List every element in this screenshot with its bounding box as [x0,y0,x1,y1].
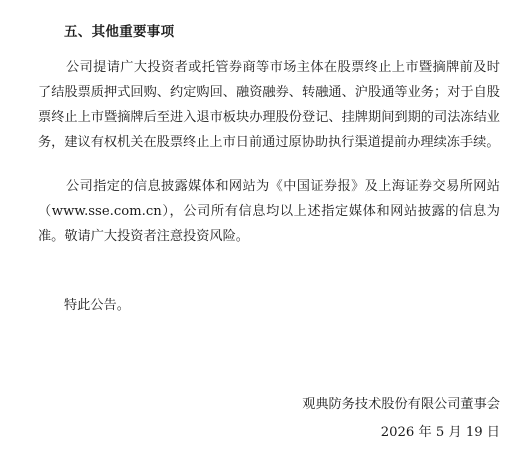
paragraph-settlement-notice: 公司提请广大投资者或托管券商等市场主体在股票终止上市暨摘牌前及时了结股票质押式回购、约定购回、融资融券、转融通、沪股通等业务；对于自股票终止上市暨摘牌后至进入退市板块办理股份登记、挂牌期间到期的司法冻结业务，建议有权机关在股票终止上市日前通过原协助执行渠道提前办理续冻手续。 [38,60,500,150]
section-heading: 五、其他重要事项 [64,24,175,40]
issuer-signature: 观典防务技术股份有限公司董事会 [302,397,500,412]
paragraph-disclosure-media: 公司指定的信息披露媒体和网站为《中国证券报》及上海证券交易所网站（www.sse.com.cn），公司所有信息均以上述指定媒体和网站披露的信息为准。敬请广大投资者注意投资风险。 [38,179,500,244]
closing-statement: 特此公告。 [64,298,130,313]
announcement-date: 2026 年 5 月 19 日 [380,425,500,440]
